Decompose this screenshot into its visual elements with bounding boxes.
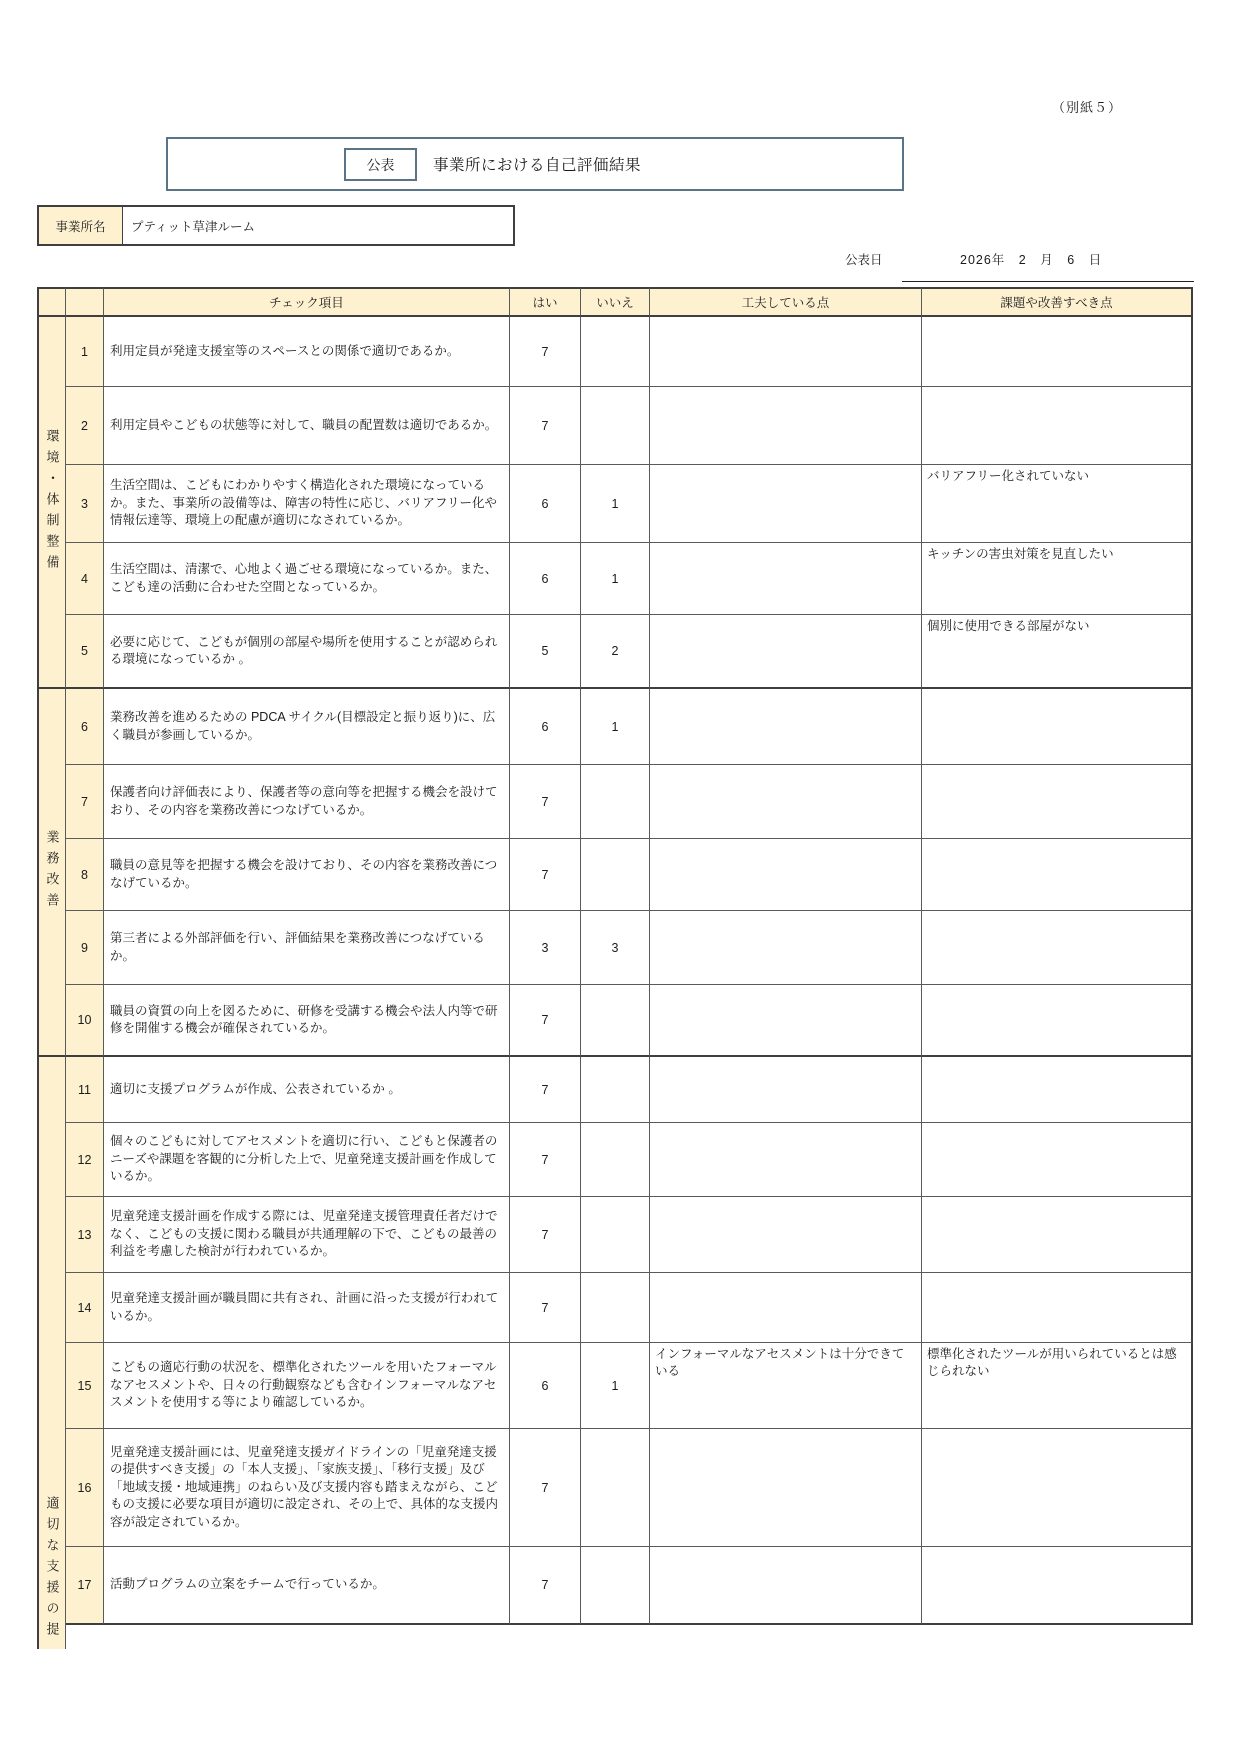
yes-count: 6 xyxy=(510,465,581,543)
row-number: 17 xyxy=(66,1547,104,1625)
issue-point xyxy=(922,1123,1193,1197)
category-label: 環境・体制整備 xyxy=(44,428,60,576)
page-title: 事業所における自己評価結果 xyxy=(433,157,642,174)
devised-point xyxy=(650,1197,922,1273)
check-item-text: 保護者向け評価表により、保護者等の意向等を把握する機会を設けており、その内容を業務改善につなげているか。 xyxy=(104,765,510,839)
yes-count: 7 xyxy=(510,985,581,1057)
check-item-text: 生活空間は、こどもにわかりやすく構造化された環境になっているか。また、事業所の設備等は、障害の特性に応じ、バリアフリー化や情報伝達等、環境上の配慮が適切になされているか。 xyxy=(104,465,510,543)
check-item-text: 個々のこどもに対してアセスメントを適切に行い、こどもと保護者のニーズや課題を客観的に分析した上で、児童発達支援計画を作成しているか。 xyxy=(104,1123,510,1197)
no-count xyxy=(581,1197,650,1273)
category-label: 業務改善 xyxy=(44,830,60,914)
no-count: 3 xyxy=(581,911,650,985)
devised-point xyxy=(650,1123,922,1197)
issue-point: 標準化されたツールが用いられているとは感じられない xyxy=(922,1343,1193,1429)
publish-date-value: 2026年 2 月 6 日 xyxy=(960,253,1103,267)
check-item-text: 職員の意見等を把握する機会を設けており、その内容を業務改善につなげているか。 xyxy=(104,839,510,911)
yes-count: 7 xyxy=(510,1547,581,1625)
devised-point xyxy=(650,985,922,1057)
issue-point: バリアフリー化されていない xyxy=(922,465,1193,543)
row-number: 13 xyxy=(66,1197,104,1273)
devised-point xyxy=(650,1429,922,1547)
row-number: 14 xyxy=(66,1273,104,1343)
row-number: 4 xyxy=(66,543,104,615)
no-count: 1 xyxy=(581,543,650,615)
row-number: 3 xyxy=(66,465,104,543)
check-item-text: 児童発達支援計画を作成する際には、児童発達支援管理責任者だけでなく、こどもの支援に関わる職員が共通理解の下で、こどもの最善の利益を考慮した検討が行われているか。 xyxy=(104,1197,510,1273)
no-count xyxy=(581,1429,650,1547)
check-item-text: 生活空間は、清潔で、心地よく過ごせる環境になっているか。また、こども達の活動に合わせた空間となっているか。 xyxy=(104,543,510,615)
check-item-text: 児童発達支援計画には、児童発達支援ガイドラインの「児童発達支援の提供すべき支援」の「本人支援」、「家族支援」、「移行支援」及び「地域支援・地域連携」のねらい及び支援内容も踏まえながら、こどもの支援に必要な項目が適切に設定され、その上で、具体的な支援内容が設定されているか。 xyxy=(104,1429,510,1547)
devised-point xyxy=(650,317,922,387)
devised-point xyxy=(650,387,922,465)
no-count: 1 xyxy=(581,1343,650,1429)
row-number: 2 xyxy=(66,387,104,465)
header-check-item: チェック項目 xyxy=(104,287,510,317)
issue-point xyxy=(922,1273,1193,1343)
devised-point xyxy=(650,911,922,985)
yes-count: 7 xyxy=(510,1429,581,1547)
yes-count: 6 xyxy=(510,689,581,765)
no-count xyxy=(581,985,650,1057)
no-count: 2 xyxy=(581,615,650,689)
devised-point: インフォーマルなアセスメントは十分できている xyxy=(650,1343,922,1429)
category-label: 適切な支援の提 xyxy=(44,1496,60,1643)
no-count: 1 xyxy=(581,689,650,765)
evaluation-table xyxy=(37,287,1193,1649)
issue-point xyxy=(922,1547,1193,1625)
no-count xyxy=(581,1123,650,1197)
attachment-note: （別紙５） xyxy=(1052,100,1123,115)
office-name-value: プティット草津ルーム xyxy=(131,219,256,234)
devised-point xyxy=(650,1057,922,1123)
devised-point xyxy=(650,765,922,839)
row-number: 15 xyxy=(66,1343,104,1429)
row-number: 1 xyxy=(66,317,104,387)
issue-point xyxy=(922,689,1193,765)
devised-point xyxy=(650,615,922,689)
issue-point: キッチンの害虫対策を見直したい xyxy=(922,543,1193,615)
issue-point xyxy=(922,911,1193,985)
header-no: いいえ xyxy=(581,287,650,317)
devised-point xyxy=(650,543,922,615)
check-item-text: 利用定員が発達支援室等のスペースとの関係で適切であるか。 xyxy=(104,317,510,387)
yes-count: 7 xyxy=(510,1197,581,1273)
no-count xyxy=(581,1273,650,1343)
no-count xyxy=(581,1057,650,1123)
yes-count: 6 xyxy=(510,1343,581,1429)
yes-count: 7 xyxy=(510,765,581,839)
publish-date-label: 公表日 xyxy=(845,253,883,267)
no-count xyxy=(581,1547,650,1625)
yes-count: 7 xyxy=(510,1123,581,1197)
no-count xyxy=(581,387,650,465)
devised-point xyxy=(650,689,922,765)
devised-point xyxy=(650,1547,922,1625)
row-number: 5 xyxy=(66,615,104,689)
check-item-text: 適切に支援プログラムが作成、公表されているか 。 xyxy=(104,1057,510,1123)
office-name-box xyxy=(37,205,515,246)
row-number: 12 xyxy=(66,1123,104,1197)
office-name-label: 事業所名 xyxy=(39,207,123,244)
check-item-text: 業務改善を進めるための PDCA サイクル(目標設定と振り返り)に、広く職員が参画しているか。 xyxy=(104,689,510,765)
no-count: 1 xyxy=(581,465,650,543)
issue-point xyxy=(922,1057,1193,1123)
row-number: 9 xyxy=(66,911,104,985)
header-issues: 課題や改善すべき点 xyxy=(922,287,1193,317)
issue-point xyxy=(922,839,1193,911)
check-item-text: 利用定員やこどもの状態等に対して、職員の配置数は適切であるか。 xyxy=(104,387,510,465)
devised-point xyxy=(650,1273,922,1343)
issue-point xyxy=(922,985,1193,1057)
publish-date-underline xyxy=(902,281,1194,282)
check-item-text: 活動プログラムの立案をチームで行っているか。 xyxy=(104,1547,510,1625)
publish-tag-box: 公表 xyxy=(344,148,417,181)
check-item-text: 職員の資質の向上を図るために、研修を受講する機会や法人内等で研修を開催する機会が確保されているか。 xyxy=(104,985,510,1057)
yes-count: 3 xyxy=(510,911,581,985)
issue-point xyxy=(922,317,1193,387)
devised-point xyxy=(650,839,922,911)
header-category-spacer xyxy=(37,287,66,317)
row-number: 8 xyxy=(66,839,104,911)
check-item-text: こどもの適応行動の状況を、標準化されたツールを用いたフォーマルなアセスメントや、日々の行動観察なども含むインフォーマルなアセスメントを使用する等により確認しているか。 xyxy=(104,1343,510,1429)
yes-count: 7 xyxy=(510,839,581,911)
yes-count: 5 xyxy=(510,615,581,689)
check-item-text: 児童発達支援計画が職員間に共有され、計画に沿った支援が行われているか。 xyxy=(104,1273,510,1343)
issue-point xyxy=(922,387,1193,465)
category-cell xyxy=(37,1057,66,1649)
check-item-text: 必要に応じて、こどもが個別の部屋や場所を使用することが認められる環境になっているか 。 xyxy=(104,615,510,689)
no-count xyxy=(581,765,650,839)
issue-point xyxy=(922,765,1193,839)
header-devised-point: 工夫している点 xyxy=(650,287,922,317)
row-number: 10 xyxy=(66,985,104,1057)
header-yes: はい xyxy=(510,287,581,317)
yes-count: 7 xyxy=(510,387,581,465)
yes-count: 6 xyxy=(510,543,581,615)
issue-point: 個別に使用できる部屋がない xyxy=(922,615,1193,689)
header-number-spacer xyxy=(66,287,104,317)
category-cell xyxy=(37,689,66,1057)
devised-point xyxy=(650,465,922,543)
check-item-text: 第三者による外部評価を行い、評価結果を業務改善につなげているか。 xyxy=(104,911,510,985)
issue-point xyxy=(922,1429,1193,1547)
row-number: 6 xyxy=(66,689,104,765)
yes-count: 7 xyxy=(510,317,581,387)
yes-count: 7 xyxy=(510,1057,581,1123)
yes-count: 7 xyxy=(510,1273,581,1343)
row-number: 16 xyxy=(66,1429,104,1547)
no-count xyxy=(581,839,650,911)
row-number: 7 xyxy=(66,765,104,839)
row-number: 11 xyxy=(66,1057,104,1123)
no-count xyxy=(581,317,650,387)
issue-point xyxy=(922,1197,1193,1273)
category-cell xyxy=(37,317,66,689)
